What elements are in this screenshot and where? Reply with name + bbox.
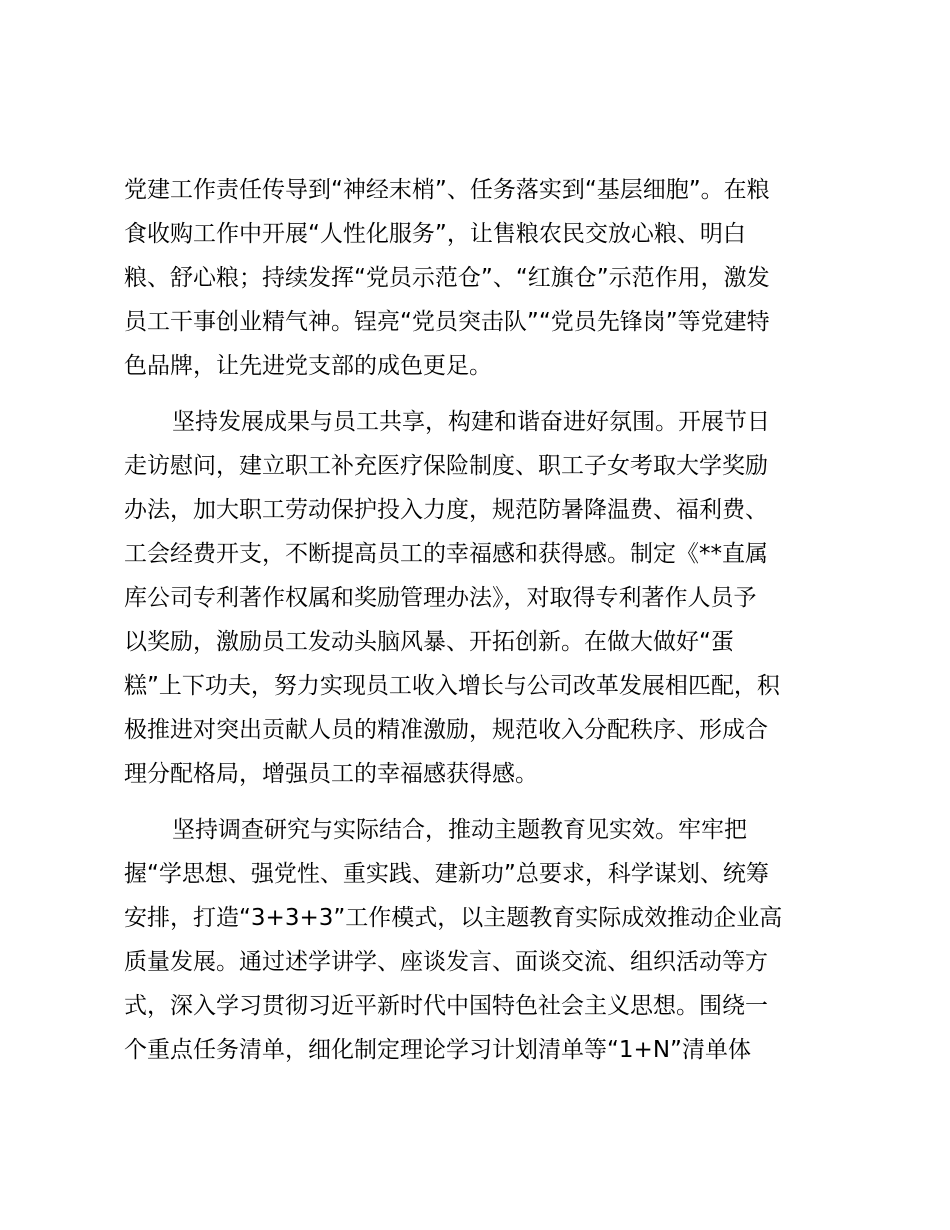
text-line: 安排，打造“3+3+3”工作模式，以主题教育实际成效推动企业高 xyxy=(124,905,783,931)
text-line: 质量发展。通过述学讲学、座谈发言、面谈交流、组织活动等方 xyxy=(124,949,768,975)
text-line: 办法，加大职工劳动保护投入力度，规范防暑降温费、福利费、 xyxy=(124,497,768,523)
paragraph-spacing xyxy=(124,388,830,400)
text-line: 理分配格局，增强员工的幸福感获得感。 xyxy=(124,761,538,787)
text-line: 以奖励，激励员工发动头脑风暴、开拓创新。在做大做好“蛋 xyxy=(124,629,734,655)
text-line: 粮、舒心粮；持续发挥“党员示范仓”、“红旗仓”示范作用，激发 xyxy=(124,265,770,291)
text-line: 员工干事创业精气神。锃亮“党员突击队”“党员先锋岗”等党建特 xyxy=(124,309,770,335)
document-body xyxy=(124,168,830,1072)
paragraph-spacing xyxy=(124,796,830,808)
text-line: 极推进对突出贡献人员的精准激励，规范收入分配秩序、形成合 xyxy=(124,717,768,743)
paragraph-1 xyxy=(124,168,830,388)
text-line: 党建工作责任传导到“神经末梢”、任务落实到“基层细胞”。在粮 xyxy=(124,177,770,203)
text-line: 坚持发展成果与员工共享，构建和谐奋进好氛围。开展节日 xyxy=(172,409,770,435)
text-line: 式，深入学习贯彻习近平新时代中国特色社会主义思想。围绕一 xyxy=(124,993,768,1019)
text-line: 糕”上下功夫，努力实现员工收入增长与公司改革发展相匹配，积 xyxy=(124,673,780,699)
paragraph-3 xyxy=(124,808,830,1072)
text-line: 握“学思想、强党性、重实践、建新功”总要求，科学谋划、统筹 xyxy=(124,861,769,887)
text-line: 库公司专利著作权属和奖励管理办法》，对取得专利著作人员予 xyxy=(124,585,757,611)
text-line: 食收购工作中开展“人性化服务”，让售粮农民交放心粮、明白 xyxy=(124,221,746,247)
paragraph-2 xyxy=(124,400,830,796)
text-line: 个重点任务清单，细化制定理论学习计划清单等“1+N”清单体 xyxy=(124,1037,751,1063)
text-line: 工会经费开支，不断提高员工的幸福感和获得感。制定《**直属 xyxy=(124,541,768,567)
text-line: 坚持调查研究与实际结合，推动主题教育见实效。牢牢把 xyxy=(172,817,747,843)
text-line: 色品牌，让先进党支部的成色更足。 xyxy=(124,353,492,379)
text-line: 走访慰问，建立职工补充医疗保险制度、职工子女考取大学奖励 xyxy=(124,453,768,479)
